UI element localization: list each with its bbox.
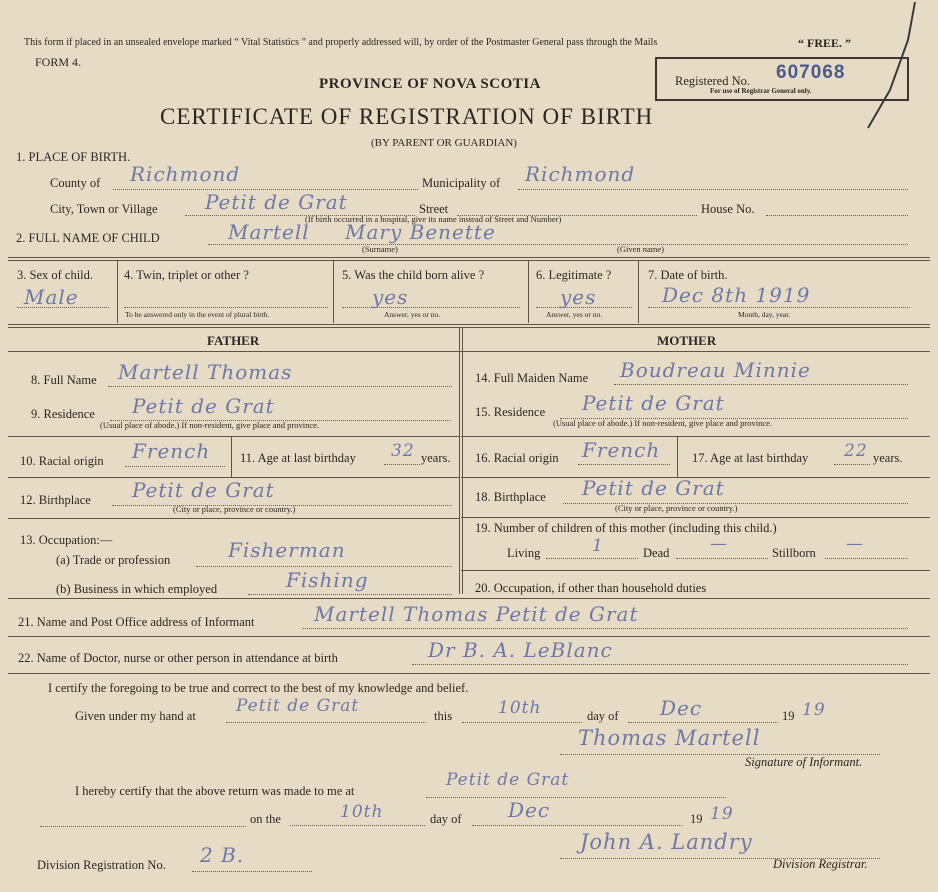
stillborn-line <box>825 558 908 559</box>
given-this-label: this <box>434 709 453 723</box>
city-value: Petit de Grat <box>205 190 348 214</box>
mother-age-value: 22 <box>844 441 868 461</box>
county-value: Richmond <box>130 162 241 186</box>
form-number: FORM 4. <box>35 55 82 69</box>
page-subtitle: (BY PARENT OR GUARDIAN) <box>371 137 517 149</box>
division-reg-no-value: 2 B. <box>200 843 245 867</box>
business-label: (b) Business in which employed <box>56 582 218 596</box>
parents-divider <box>459 328 463 594</box>
business-value: Fishing <box>286 568 369 592</box>
registered-number: 607068 <box>776 62 846 83</box>
rule-mother-19 <box>461 570 930 571</box>
given-year-prefix: 19 <box>782 709 795 723</box>
free-label: “ FREE. ” <box>798 36 852 50</box>
municipality-value: Richmond <box>525 162 636 186</box>
born-alive-line <box>342 307 520 308</box>
return-year-value: 19 <box>710 804 734 824</box>
father-name-line <box>108 386 452 387</box>
doctor-value: Dr B. A. LeBlanc <box>428 638 613 662</box>
sex-label: 3. Sex of child. <box>17 268 94 282</box>
father-name-label: 8. Full Name <box>31 373 97 387</box>
child-name-line <box>208 244 908 245</box>
father-age-label: 11. Age at last birthday <box>240 451 356 465</box>
father-age-line <box>384 464 420 465</box>
mother-racial-label: 16. Racial origin <box>475 451 559 465</box>
dead-line <box>676 558 768 559</box>
mother-birthplace-caption: (City or place, province or country.) <box>615 503 738 513</box>
given-day-line <box>462 722 582 723</box>
father-residence-note: (Usual place of abode.) If non-resident, give place and province. <box>100 420 320 430</box>
house-line <box>766 215 908 216</box>
father-birthplace-caption: (City or place, province or country.) <box>173 504 296 514</box>
given-month-line <box>628 722 778 723</box>
living-value: 1 <box>592 536 604 556</box>
mother-heading: MOTHER <box>657 333 717 348</box>
return-place-line <box>426 797 726 798</box>
legitimate-note: Answer, yes or no. <box>546 310 603 319</box>
doctor-line <box>412 664 908 665</box>
legitimate-value: yes <box>560 285 597 309</box>
return-day-of-label: day of <box>430 812 462 826</box>
divider-5-6 <box>528 261 529 323</box>
house-label: House No. <box>701 202 755 216</box>
registrar-use-note: For use of Registrar General only. <box>710 87 812 95</box>
return-month-value: Dec <box>508 798 551 822</box>
registered-label: Registered No. <box>675 74 750 88</box>
living-label: Living <box>507 546 541 560</box>
given-day-value: 10th <box>498 698 542 718</box>
rule-father-12 <box>8 518 459 519</box>
return-day-line <box>290 825 425 826</box>
mother-name-label: 14. Full Maiden Name <box>475 371 589 385</box>
informant-value: Martell Thomas Petit de Grat <box>314 602 639 626</box>
divider-6-7 <box>638 261 639 323</box>
children-count-label: 19. Number of children of this mother (including this child.) <box>475 521 777 535</box>
stillborn-value: — <box>846 534 864 554</box>
born-alive-label: 5. Was the child born alive ? <box>342 268 485 282</box>
business-line <box>248 594 452 595</box>
mother-birthplace-label: 18. Birthplace <box>475 490 546 504</box>
father-racial-value: French <box>132 439 211 463</box>
division-reg-no-label: Division Registration No. <box>37 858 166 872</box>
mother-racial-value: French <box>582 438 661 462</box>
return-month-line <box>472 825 682 826</box>
mother-residence-value: Petit de Grat <box>582 391 725 415</box>
child-given-value: Mary Benette <box>345 220 496 244</box>
stillborn-label: Stillborn <box>772 546 816 560</box>
mother-age-line <box>834 464 870 465</box>
divider-16-17 <box>677 437 678 477</box>
trade-line <box>196 566 452 567</box>
given-at-value: Petit de Grat <box>236 696 360 716</box>
father-birthplace-label: 12. Birthplace <box>20 493 91 507</box>
dob-label: 7. Date of birth. <box>648 268 728 282</box>
return-year-prefix: 19 <box>690 812 703 826</box>
division-registrar-caption: Division Registrar. <box>773 857 868 871</box>
father-name-value: Martell Thomas <box>118 360 293 384</box>
county-label: County of <box>50 176 101 190</box>
rule-under-headings <box>8 351 930 352</box>
father-birthplace-value: Petit de Grat <box>132 478 275 502</box>
dead-value: — <box>710 534 728 554</box>
place-of-birth-heading: 1. PLACE OF BIRTH. <box>16 150 131 164</box>
rule-top-row3 <box>8 257 930 261</box>
given-name-caption: (Given name) <box>617 244 664 254</box>
return-day-value: 10th <box>340 802 384 822</box>
mother-age-years: years. <box>873 451 903 465</box>
hospital-note: (If birth occurred in a hospital, give its name instead of Street and Number) <box>305 214 562 224</box>
province-heading: PROVINCE OF NOVA SCOTIA <box>319 76 541 92</box>
mother-name-value: Boudreau Minnie <box>620 358 811 382</box>
living-line <box>546 558 638 559</box>
given-month-value: Dec <box>660 696 703 720</box>
given-hand-label: Given under my hand at <box>75 709 196 723</box>
twin-note: To be answered only in the event of plural birth. <box>125 310 270 319</box>
informant-signature-caption: Signature of Informant. <box>745 755 863 769</box>
informant-line <box>303 628 908 629</box>
divider-4-5 <box>333 261 334 323</box>
mother-name-line <box>614 384 908 385</box>
on-the-label: on the <box>250 812 281 826</box>
hereby-label: I hereby certify that the above return was made to me at <box>75 784 355 798</box>
rule-mother-18 <box>461 517 930 518</box>
father-residence-value: Petit de Grat <box>132 394 275 418</box>
mother-occupation-label: 20. Occupation, if other than household duties <box>475 581 707 595</box>
page-title: CERTIFICATE OF REGISTRATION OF BIRTH <box>160 104 654 129</box>
pencil-mark <box>860 0 920 130</box>
trade-value: Fisherman <box>228 538 346 562</box>
return-lead-line <box>40 826 246 827</box>
divider-3-4 <box>117 261 118 323</box>
twin-label: 4. Twin, triplet or other ? <box>124 268 249 282</box>
dob-line <box>648 307 910 308</box>
city-label: City, Town or Village <box>50 202 158 216</box>
sex-value: Male <box>24 285 79 309</box>
certify-statement: I certify the foregoing to be true and correct to the best of my knowledge and belief. <box>48 681 469 695</box>
father-age-value: 32 <box>391 441 415 461</box>
street-label: Street <box>419 202 449 216</box>
given-at-line <box>226 722 426 723</box>
rule-top-parents <box>8 324 930 328</box>
father-residence-label: 9. Residence <box>31 407 95 421</box>
rule-mother-15 <box>461 436 930 437</box>
legitimate-label: 6. Legitimate ? <box>536 268 612 282</box>
trade-label: (a) Trade or profession <box>56 553 171 567</box>
given-year-value: 19 <box>802 700 826 720</box>
father-racial-label: 10. Racial origin <box>20 454 104 468</box>
divider-10-11 <box>231 437 232 477</box>
dead-label: Dead <box>643 546 670 560</box>
rule-father-9 <box>8 436 459 437</box>
mailing-notice: This form if placed in an unsealed envelope marked “ Vital Statistics ” and properly addressed will, by order of the Postmaster General pass through the Mails <box>24 37 658 48</box>
twin-line <box>124 307 328 308</box>
mother-residence-note: (Usual place of abode.) If non-resident, give place and province. <box>553 418 773 428</box>
municipality-line <box>518 189 908 190</box>
father-racial-line <box>125 466 225 467</box>
rule-21 <box>8 636 930 637</box>
occupation-label: 13. Occupation:— <box>20 533 113 547</box>
mother-age-label: 17. Age at last birthday <box>692 451 809 465</box>
father-heading: FATHER <box>207 333 260 348</box>
child-surname-value: Martell <box>228 220 310 244</box>
informant-label: 21. Name and Post Office address of Informant <box>18 615 255 629</box>
registrar-signature: John A. Landry <box>580 830 753 854</box>
division-reg-no-line <box>192 871 312 872</box>
rule-22 <box>8 673 930 674</box>
born-alive-value: yes <box>372 285 409 309</box>
mother-residence-label: 15. Residence <box>475 405 546 419</box>
informant-signature: Thomas Martell <box>578 726 761 750</box>
child-name-label: 2. FULL NAME OF CHILD <box>16 231 160 245</box>
rule-bottom-parents <box>8 598 930 599</box>
mother-birthplace-value: Petit de Grat <box>582 476 725 500</box>
doctor-label: 22. Name of Doctor, nurse or other person in attendance at birth <box>18 651 338 665</box>
dob-value: Dec 8th 1919 <box>662 283 811 307</box>
return-place-value: Petit de Grat <box>446 770 570 790</box>
given-day-of-label: day of <box>587 709 619 723</box>
municipality-label: Municipality of <box>422 176 501 190</box>
surname-caption: (Surname) <box>362 244 398 254</box>
dob-note: Month, day, year. <box>738 310 791 319</box>
mother-racial-line <box>578 464 670 465</box>
father-age-years: years. <box>421 451 451 465</box>
born-alive-note: Answer, yes or no. <box>384 310 441 319</box>
